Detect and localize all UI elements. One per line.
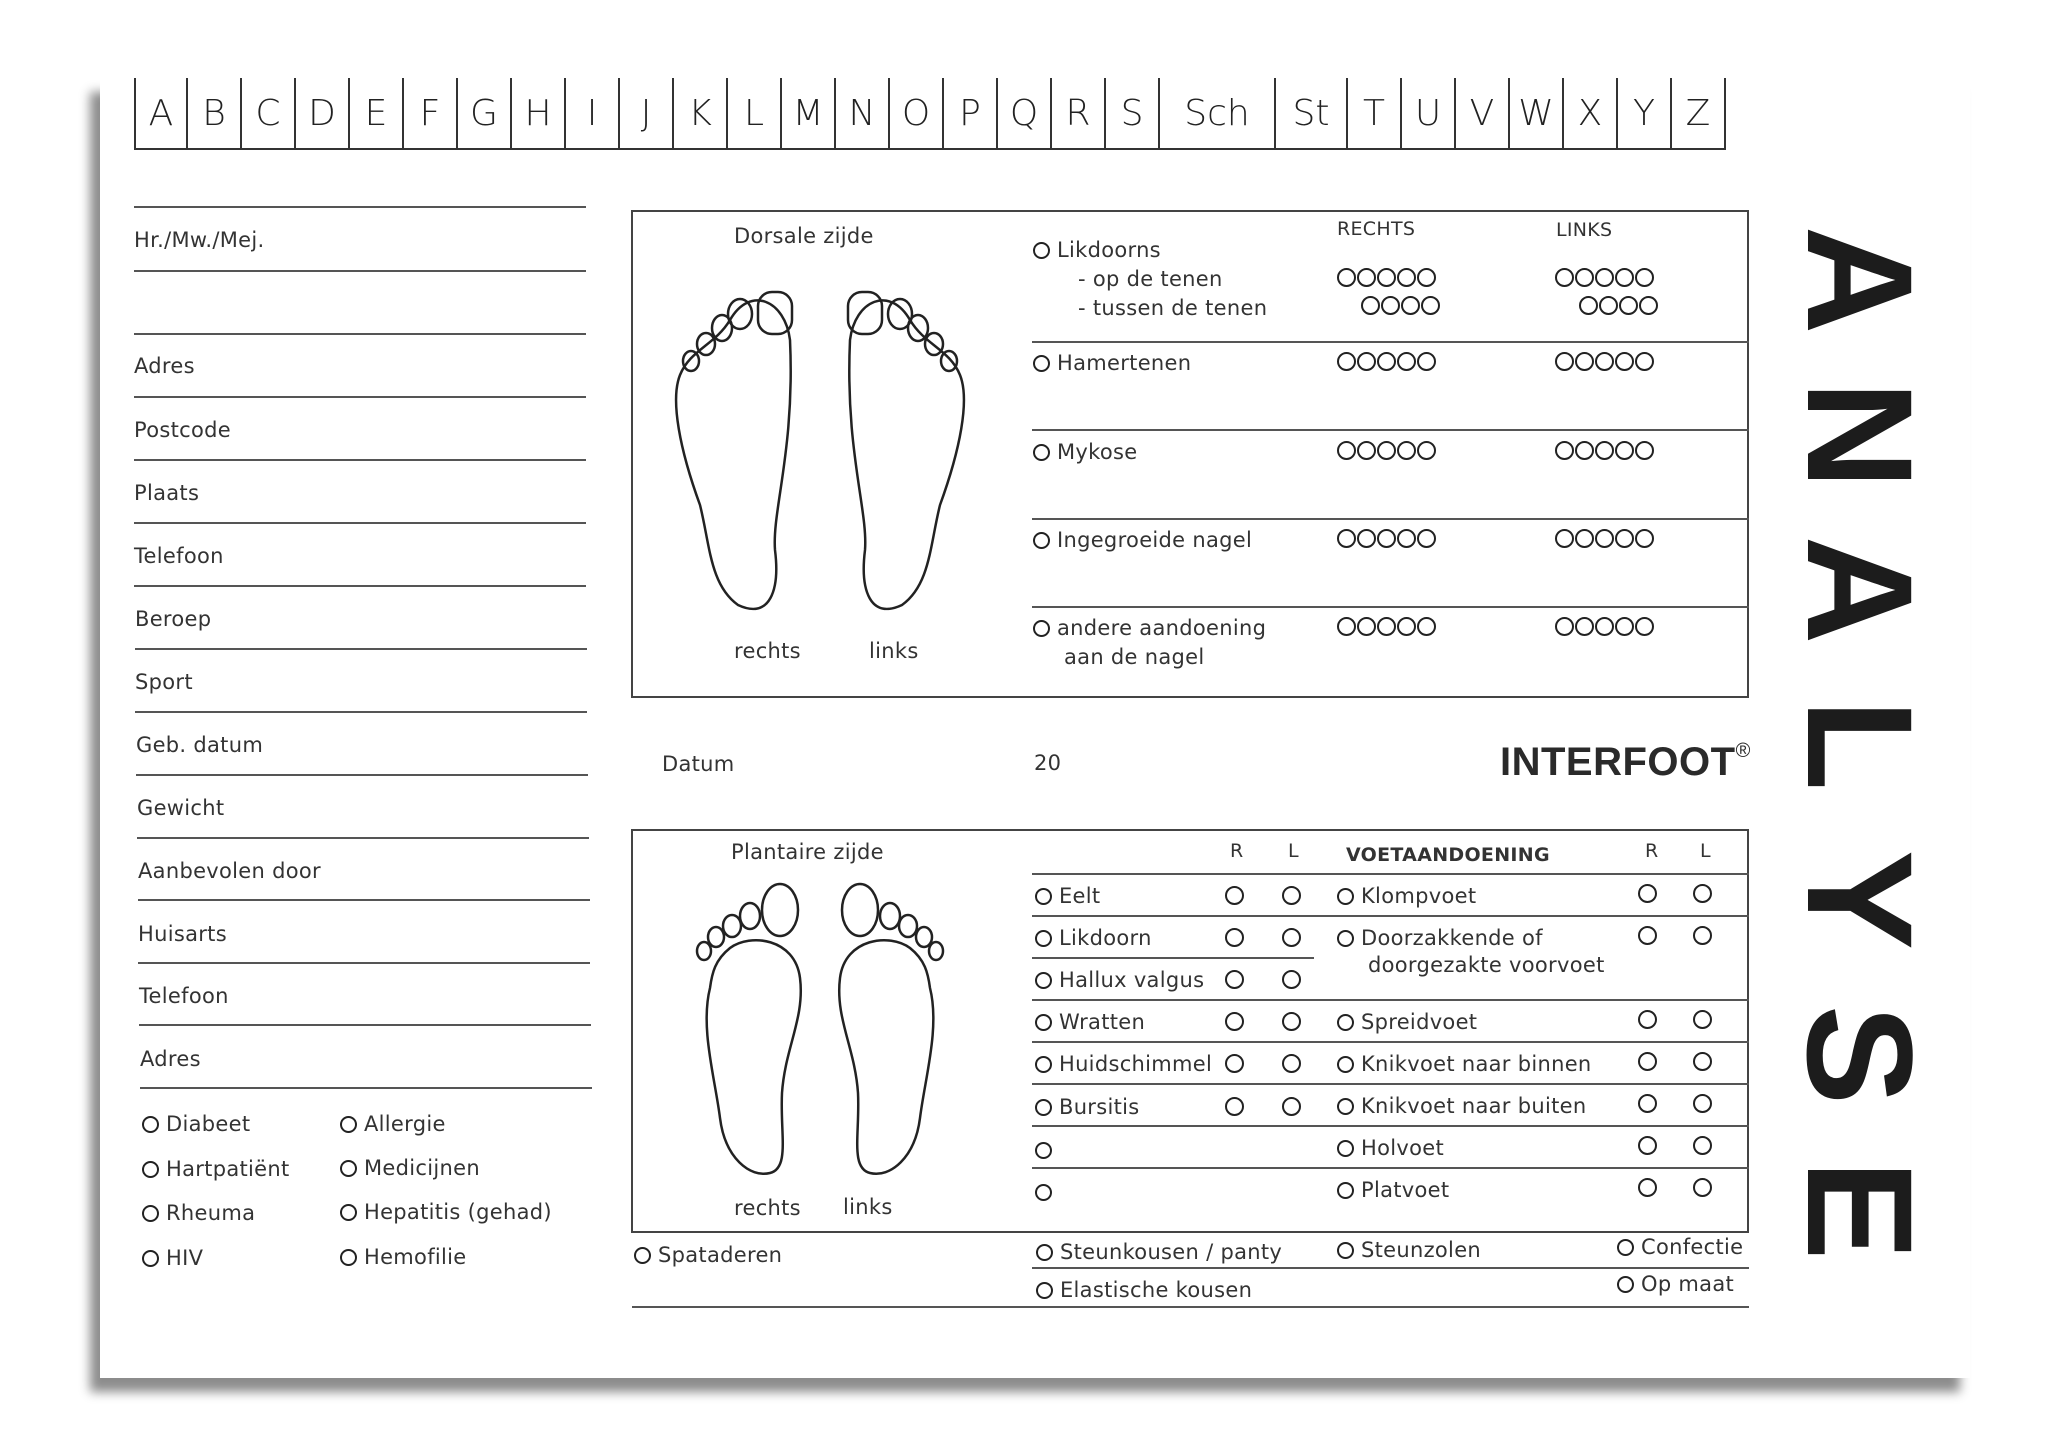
tab-s[interactable]: S — [1106, 78, 1160, 148]
radio-icon[interactable] — [340, 1116, 357, 1133]
row-divider — [1032, 873, 1749, 875]
item-knikvoet-binnen[interactable]: Knikvoet naar binnen — [1337, 1052, 1592, 1076]
radio-icon[interactable] — [340, 1160, 357, 1177]
item-mykose[interactable]: Mykose — [1033, 440, 1137, 464]
radio-icon[interactable] — [142, 1205, 159, 1222]
year-prefix[interactable]: 20 — [1034, 751, 1062, 775]
rl-circles[interactable] — [1638, 884, 1712, 903]
field-line-plaats[interactable] — [134, 522, 586, 524]
check-steunzolen[interactable]: Steunzolen — [1337, 1238, 1481, 1262]
field-label-name: Hr./Mw./Mej. — [134, 228, 265, 252]
plantar-left-label: links — [843, 1195, 893, 1219]
row-divider — [1032, 1267, 1749, 1269]
voetaandoening-heading: VOETAANDOENING — [1346, 844, 1550, 866]
field-line-aanbevolen[interactable] — [138, 899, 590, 901]
rl-circles[interactable] — [1638, 1094, 1712, 1113]
tab-o[interactable]: O — [890, 78, 944, 148]
field-line-gewicht[interactable] — [137, 837, 589, 839]
dorsal-right-foot — [676, 300, 791, 609]
col-l-2: L — [1700, 840, 1711, 862]
rl-circles[interactable] — [1225, 1012, 1301, 1031]
check-hemofilie[interactable]: Hemofilie — [340, 1245, 467, 1269]
dorsal-left-label: links — [869, 639, 919, 663]
check-spataderen[interactable]: Spataderen — [634, 1243, 782, 1267]
field-label-adres-2: Adres — [140, 1047, 201, 1071]
tab-z[interactable]: Z — [1672, 78, 1726, 148]
tab-h[interactable]: H — [512, 78, 566, 148]
brand-logo: INTERFOOT® — [1500, 740, 1751, 784]
row-divider — [1032, 999, 1749, 1001]
tab-r[interactable]: R — [1052, 78, 1106, 148]
field-line-telefoon[interactable] — [134, 585, 586, 587]
plantar-right-toe — [740, 903, 760, 929]
radio-icon[interactable] — [1035, 1056, 1052, 1073]
field-line-name-2[interactable] — [134, 333, 586, 335]
plantar-left-toe — [899, 915, 917, 937]
rl-circles[interactable] — [1638, 926, 1712, 945]
tab-m[interactable]: M — [782, 78, 836, 148]
radio-icon[interactable] — [1035, 1014, 1052, 1031]
tab-k[interactable]: K — [674, 78, 728, 148]
rl-circles[interactable] — [1638, 1010, 1712, 1029]
check-diabeet[interactable]: Diabeet — [142, 1112, 250, 1136]
row-divider — [1032, 957, 1314, 959]
radio-icon[interactable] — [1036, 1244, 1053, 1261]
field-label-sport: Sport — [135, 670, 193, 694]
item-bursitis[interactable]: Bursitis — [1035, 1095, 1140, 1119]
tab-j[interactable]: J — [620, 78, 674, 148]
field-label-aanbevolen: Aanbevolen door — [138, 859, 321, 883]
plantar-left-foot — [839, 940, 933, 1174]
radio-icon[interactable] — [142, 1161, 159, 1178]
dorsal-feet-illustration — [660, 280, 980, 615]
toe-circles-links-5[interactable] — [1555, 268, 1654, 287]
check-confectie[interactable]: Confectie — [1617, 1235, 1743, 1259]
field-label-telefoon: Telefoon — [134, 544, 224, 568]
check-steunkousen[interactable]: Steunkousen / panty — [1036, 1240, 1282, 1264]
tab-x[interactable]: X — [1564, 78, 1618, 148]
item-tussen-de-tenen: - tussen de tenen — [1078, 296, 1268, 320]
row-divider — [1032, 429, 1749, 431]
alphabet-tabs — [134, 78, 1726, 150]
row-divider — [1032, 915, 1749, 917]
check-hartpatient[interactable]: Hartpatiënt — [142, 1157, 290, 1181]
field-label-geb-datum: Geb. datum — [136, 733, 264, 757]
rl-circles[interactable] — [1225, 928, 1301, 947]
tab-i[interactable]: I — [566, 78, 620, 148]
tab-w[interactable]: W — [1510, 78, 1564, 148]
title-letter: A — [1776, 225, 1945, 335]
radio-icon[interactable] — [1337, 888, 1354, 905]
tab-u[interactable]: U — [1402, 78, 1456, 148]
field-label-telefoon-2: Telefoon — [139, 984, 229, 1008]
plantar-heading: Plantaire zijde — [731, 840, 884, 864]
tab-l[interactable]: L — [728, 78, 782, 148]
dorsal-left-foot — [849, 300, 964, 609]
plantar-right-label: rechts — [734, 1196, 801, 1220]
row-divider — [1032, 1125, 1749, 1127]
radio-icon[interactable] — [1035, 930, 1052, 947]
tab-c[interactable]: C — [242, 78, 296, 148]
item-doorgezakte-voorvoet: doorgezakte voorvoet — [1368, 953, 1605, 977]
item-hamertenen[interactable]: Hamertenen — [1033, 351, 1191, 375]
tab-f[interactable]: F — [404, 78, 458, 148]
item-blank-2[interactable] — [1035, 1180, 1052, 1204]
toe-circles-links-5[interactable] — [1555, 617, 1654, 636]
radio-icon[interactable] — [1033, 242, 1050, 259]
row-divider — [1032, 1083, 1749, 1085]
item-blank-1[interactable] — [1035, 1138, 1052, 1162]
dorsal-right-label: rechts — [734, 639, 801, 663]
radio-icon[interactable] — [142, 1116, 159, 1133]
plantar-right-toe — [697, 942, 711, 960]
field-line-adres-2[interactable] — [140, 1087, 592, 1089]
tab-g[interactable]: G — [458, 78, 512, 148]
toe-circles-rechts-5[interactable] — [1337, 268, 1436, 287]
radio-icon[interactable] — [1036, 1282, 1053, 1299]
dorsal-left-toe — [941, 351, 957, 371]
row-divider — [1032, 341, 1749, 343]
plantar-left-big-toe — [842, 884, 878, 936]
row-divider — [1032, 606, 1749, 608]
radio-icon[interactable] — [142, 1250, 159, 1267]
radio-icon[interactable] — [340, 1249, 357, 1266]
radio-icon[interactable] — [1337, 1056, 1354, 1073]
row-divider — [1032, 518, 1749, 520]
check-allergie[interactable]: Allergie — [340, 1112, 446, 1136]
radio-icon[interactable] — [1033, 355, 1050, 372]
rl-circles[interactable] — [1638, 1136, 1712, 1155]
tab-v[interactable]: V — [1456, 78, 1510, 148]
toe-circles-links-5[interactable] — [1555, 352, 1654, 371]
item-holvoet[interactable]: Holvoet — [1337, 1136, 1444, 1160]
tab-n[interactable]: N — [836, 78, 890, 148]
plantar-right-toe — [723, 915, 741, 937]
check-hepatitis[interactable]: Hepatitis (gehad) — [340, 1200, 552, 1224]
radio-icon[interactable] — [1337, 1140, 1354, 1157]
radio-icon[interactable] — [1033, 444, 1050, 461]
radio-icon[interactable] — [1033, 620, 1050, 637]
radio-icon[interactable] — [1337, 1014, 1354, 1031]
bottom-rule — [632, 1306, 1749, 1308]
item-klompvoet[interactable]: Klompvoet — [1337, 884, 1476, 908]
item-op-de-tenen: - op de tenen — [1078, 267, 1223, 291]
radio-icon[interactable] — [1337, 930, 1354, 947]
item-doorzakkende[interactable]: Doorzakkende of — [1337, 926, 1543, 950]
radio-icon[interactable] — [1035, 972, 1052, 989]
toe-circles-rechts-5[interactable] — [1337, 617, 1436, 636]
plantar-left-toe — [916, 927, 932, 947]
row-divider — [1032, 1041, 1749, 1043]
radio-icon[interactable] — [1035, 1184, 1052, 1201]
toe-circles-rechts-5[interactable] — [1337, 441, 1436, 460]
toe-circles-rechts-5[interactable] — [1337, 352, 1436, 371]
toe-circles-rechts-5[interactable] — [1337, 529, 1436, 548]
field-line-telefoon-2[interactable] — [139, 1024, 591, 1026]
toe-circles-links-4[interactable] — [1579, 296, 1658, 315]
item-knikvoet-buiten[interactable]: Knikvoet naar buiten — [1337, 1094, 1586, 1118]
dorsal-left-toe — [908, 315, 928, 341]
field-line-postcode[interactable] — [134, 459, 586, 461]
field-divider — [134, 206, 586, 208]
radio-icon[interactable] — [1337, 1242, 1354, 1259]
radio-icon[interactable] — [1617, 1276, 1634, 1293]
plantar-left-toe — [929, 942, 943, 960]
plantar-feet-illustration — [690, 878, 950, 1183]
row-divider — [1032, 1167, 1749, 1169]
plantar-right-foot — [707, 940, 801, 1174]
title-letter: S — [1776, 1004, 1945, 1106]
field-line-huisarts[interactable] — [138, 962, 590, 964]
item-likdoorns[interactable]: Likdoorns — [1033, 238, 1161, 262]
plantar-right-big-toe — [762, 884, 798, 936]
radio-icon[interactable] — [1035, 1142, 1052, 1159]
dorsal-heading: Dorsale zijde — [734, 224, 874, 248]
tab-sch[interactable]: Sch — [1160, 78, 1276, 148]
plantar-right-toe — [708, 927, 724, 947]
item-andere-aandoening[interactable]: andere aandoening — [1033, 616, 1266, 640]
radio-icon[interactable] — [1035, 1099, 1052, 1116]
rl-circles[interactable] — [1225, 886, 1301, 905]
col-l: L — [1288, 840, 1299, 862]
rl-circles[interactable] — [1225, 1054, 1301, 1073]
title-letter: L — [1776, 699, 1945, 791]
radio-icon[interactable] — [1617, 1239, 1634, 1256]
field-line-sport[interactable] — [135, 711, 587, 713]
field-label-gewicht: Gewicht — [137, 796, 225, 820]
radio-icon[interactable] — [634, 1247, 651, 1264]
field-line-geb-datum[interactable] — [136, 774, 588, 776]
field-line-name[interactable] — [134, 270, 586, 272]
tab-t[interactable]: T — [1348, 78, 1402, 148]
tab-e[interactable]: E — [350, 78, 404, 148]
title-letter: Y — [1776, 849, 1945, 951]
rl-circles[interactable] — [1225, 970, 1301, 989]
title-letter: E — [1776, 1159, 1945, 1261]
item-wratten[interactable]: Wratten — [1035, 1010, 1145, 1034]
toe-circles-links-5[interactable] — [1555, 441, 1654, 460]
col-r: R — [1230, 840, 1244, 862]
field-label-plaats: Plaats — [134, 481, 200, 505]
field-label-beroep: Beroep — [135, 607, 212, 631]
check-op-maat[interactable]: Op maat — [1617, 1272, 1734, 1296]
tab-b[interactable]: B — [188, 78, 242, 148]
rl-circles[interactable] — [1225, 1097, 1301, 1116]
check-elastische[interactable]: Elastische kousen — [1036, 1278, 1252, 1302]
field-label-postcode: Postcode — [134, 418, 231, 442]
title-letter: A — [1776, 535, 1945, 645]
field-line-beroep[interactable] — [135, 648, 587, 650]
radio-icon[interactable] — [1337, 1098, 1354, 1115]
radio-icon[interactable] — [1337, 1182, 1354, 1199]
plantar-left-toe — [880, 903, 900, 929]
field-label-adres: Adres — [134, 354, 195, 378]
item-ingegroeide-nagel[interactable]: Ingegroeide nagel — [1033, 528, 1252, 552]
radio-icon[interactable] — [340, 1204, 357, 1221]
item-eelt[interactable]: Eelt — [1035, 884, 1100, 908]
item-spreidvoet[interactable]: Spreidvoet — [1337, 1010, 1477, 1034]
field-line-adres[interactable] — [134, 396, 586, 398]
field-label-huisarts: Huisarts — [138, 922, 227, 946]
check-rheuma[interactable]: Rheuma — [142, 1201, 255, 1225]
tab-st[interactable]: St — [1276, 78, 1348, 148]
rl-circles[interactable] — [1638, 1178, 1712, 1197]
radio-icon[interactable] — [1035, 888, 1052, 905]
tab-q[interactable]: Q — [998, 78, 1052, 148]
toe-circles-rechts-4[interactable] — [1361, 296, 1440, 315]
check-medicijnen[interactable]: Medicijnen — [340, 1156, 480, 1180]
check-hiv[interactable]: HIV — [142, 1246, 203, 1270]
col-links: LINKS — [1556, 219, 1613, 241]
item-platvoet[interactable]: Platvoet — [1337, 1178, 1449, 1202]
tab-y[interactable]: Y — [1618, 78, 1672, 148]
item-likdoorn[interactable]: Likdoorn — [1035, 926, 1152, 950]
rl-circles[interactable] — [1638, 1052, 1712, 1071]
dorsal-right-toe — [683, 351, 699, 371]
item-hallux-valgus[interactable]: Hallux valgus — [1035, 968, 1204, 992]
tab-a[interactable]: A — [136, 78, 188, 148]
datum-label: Datum — [662, 752, 735, 776]
radio-icon[interactable] — [1033, 532, 1050, 549]
col-rechts: RECHTS — [1337, 218, 1416, 240]
item-aan-de-nagel: aan de nagel — [1064, 645, 1205, 669]
title-letter: N — [1776, 380, 1945, 490]
toe-circles-links-5[interactable] — [1555, 529, 1654, 548]
col-r-2: R — [1645, 840, 1659, 862]
item-huidschimmel[interactable]: Huidschimmel — [1035, 1052, 1212, 1076]
tab-p[interactable]: P — [944, 78, 998, 148]
vertical-title-analyse — [1776, 210, 1945, 1310]
dorsal-right-toe — [712, 315, 732, 341]
tab-d[interactable]: D — [296, 78, 350, 148]
